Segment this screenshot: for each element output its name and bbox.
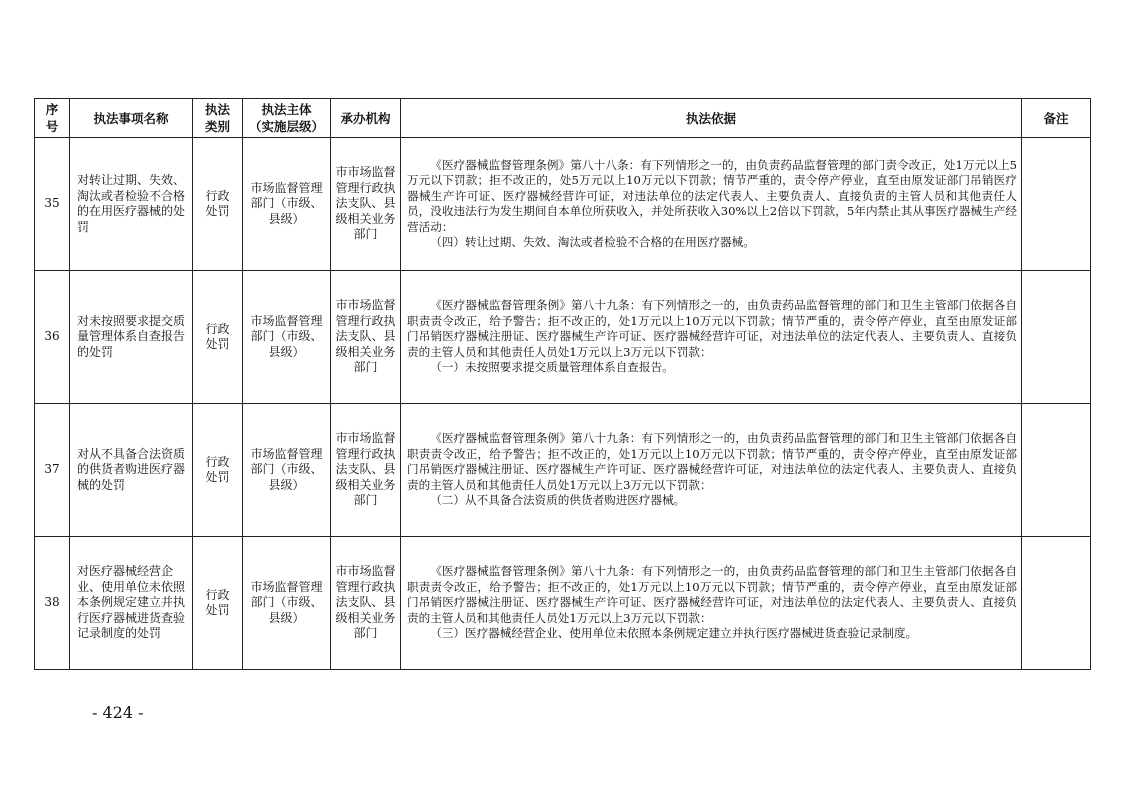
row-number: 38: [35, 537, 70, 670]
handling-organization: 市市场监督管理行政执法支队、县级相关业务部门: [331, 138, 401, 271]
remark: [1022, 537, 1091, 670]
handling-organization: 市市场监督管理行政执法支队、县级相关业务部门: [331, 271, 401, 404]
header-basis: 执法依据: [401, 99, 1022, 138]
enforcement-subject: 市场监督管理部门（市级、县级）: [243, 537, 331, 670]
legal-basis-text: 《医疗器械监督管理条例》第八十九条：有下列情形之一的，由负责药品监督管理的部门和卫生主管部门依据各自职责责令改正，给予警告；拒不改正的，处1万元以上10万元以下罚款；情节严重的，责令停产停业，直至由原发证部门吊销医疗器械注册证、医疗器械生产许可证、医疗器械经营许可证，对违法单位的法定代表人、主要负责人、直接负责的主管人员和其他责任人员处1万元以上3万元以下罚款：: [407, 298, 1017, 359]
legal-basis: [401, 138, 1022, 271]
table-row: [35, 271, 1091, 404]
remark: [1022, 138, 1091, 271]
legal-basis-text: 《医疗器械监督管理条例》第八十八条：有下列情形之一的，由负责药品监督管理的部门责令改正，处1万元以上5万元以下罚款；拒不改正的，处5万元以上10万元以下罚款；情节严重的，责令停产停业，直至由原发证部门吊销医疗器械生产许可证、医疗器械经营许可证，对违法单位的法定代表人、主要负责人、直接负责的主管人员和其他责任人员，没收违法行为发生期间自本单位所获收入，并处所获收入30%以上2倍以下罚款，5年内禁止其从事医疗器械生产经营活动：: [407, 157, 1017, 234]
legal-basis-text: 《医疗器械监督管理条例》第八十九条：有下列情形之一的，由负责药品监督管理的部门和卫生主管部门依据各自职责责令改正，给予警告；拒不改正的，处1万元以上10万元以下罚款；情节严重的，责令停产停业，直至由原发证部门吊销医疗器械注册证、医疗器械生产许可证、医疗器械经营许可证，对违法单位的法定代表人、主要负责人、直接负责的主管人员和其他责任人员处1万元以上3万元以下罚款：: [407, 431, 1017, 492]
page-number: - 424 -: [92, 703, 144, 722]
legal-basis-text: 《医疗器械监督管理条例》第八十九条：有下列情形之一的，由负责药品监督管理的部门和卫生主管部门依据各自职责责令改正，给予警告；拒不改正的，处1万元以上10万元以下罚款；情节严重的，责令停产停业，直至由原发证部门吊销医疗器械注册证、医疗器械生产许可证、医疗器械经营许可证，对违法单位的法定代表人、主要负责人、直接负责的主管人员和其他责任人员处1万元以上3万元以下罚款：: [407, 564, 1017, 625]
enforcement-subject: 市场监督管理部门（市级、县级）: [243, 138, 331, 271]
handling-organization: 市市场监督管理行政执法支队、县级相关业务部门: [331, 537, 401, 670]
enforcement-subject: 市场监督管理部门（市级、县级）: [243, 404, 331, 537]
remark: [1022, 404, 1091, 537]
row-number: 36: [35, 271, 70, 404]
header-subject-line1: 执法主体: [261, 102, 312, 117]
enforcement-type: 行政处罚: [193, 138, 243, 271]
legal-basis: [401, 404, 1022, 537]
remark: [1022, 271, 1091, 404]
legal-basis: [401, 537, 1022, 670]
legal-basis-clause: （三）医疗器械经营企业、使用单位未依照本条例规定建立并执行医疗器械进货查验记录制度。: [430, 626, 918, 641]
header-no: 序号: [35, 99, 70, 138]
enforcement-type: 行政处罚: [193, 271, 243, 404]
item-name: 对转让过期、失效、淘汰或者检验不合格的在用医疗器械的处罚: [70, 138, 193, 271]
item-name: 对未按照要求提交质量管理体系自查报告的处罚: [70, 271, 193, 404]
legal-basis-clause: （四）转让过期、失效、淘汰或者检验不合格的在用医疗器械。: [430, 235, 755, 249]
enforcement-subject: 市场监督管理部门（市级、县级）: [243, 271, 331, 404]
row-number: 35: [35, 138, 70, 271]
legal-basis: [401, 271, 1022, 404]
table-row: [35, 138, 1091, 271]
enforcement-type: 行政处罚: [193, 404, 243, 537]
legal-basis-clause: （一）未按照要求提交质量管理体系自查报告。: [430, 360, 674, 375]
row-number: 37: [35, 404, 70, 537]
table-row: [35, 404, 1091, 537]
item-name: 对医疗器械经营企业、使用单位未依照本条例规定建立并执行医疗器械进货查验记录制度的处罚: [70, 537, 193, 670]
enforcement-type: 行政处罚: [193, 537, 243, 670]
header-name: 执法事项名称: [70, 99, 193, 138]
table-row: [35, 537, 1091, 670]
law-enforcement-table: [34, 98, 1091, 670]
legal-basis-clause: （二）从不具备合法资质的供货者购进医疗器械。: [430, 493, 686, 508]
header-org: 承办机构: [331, 99, 401, 138]
handling-organization: 市市场监督管理行政执法支队、县级相关业务部门: [331, 404, 401, 537]
item-name: 对从不具备合法资质的供货者购进医疗器械的处罚: [70, 404, 193, 537]
header-subject-line2: （实施层级）: [248, 119, 324, 134]
table-header-row: [35, 99, 1091, 138]
header-type: 执法类别: [193, 99, 243, 138]
header-remark: 备注: [1022, 99, 1091, 138]
header-subject: [243, 99, 331, 138]
